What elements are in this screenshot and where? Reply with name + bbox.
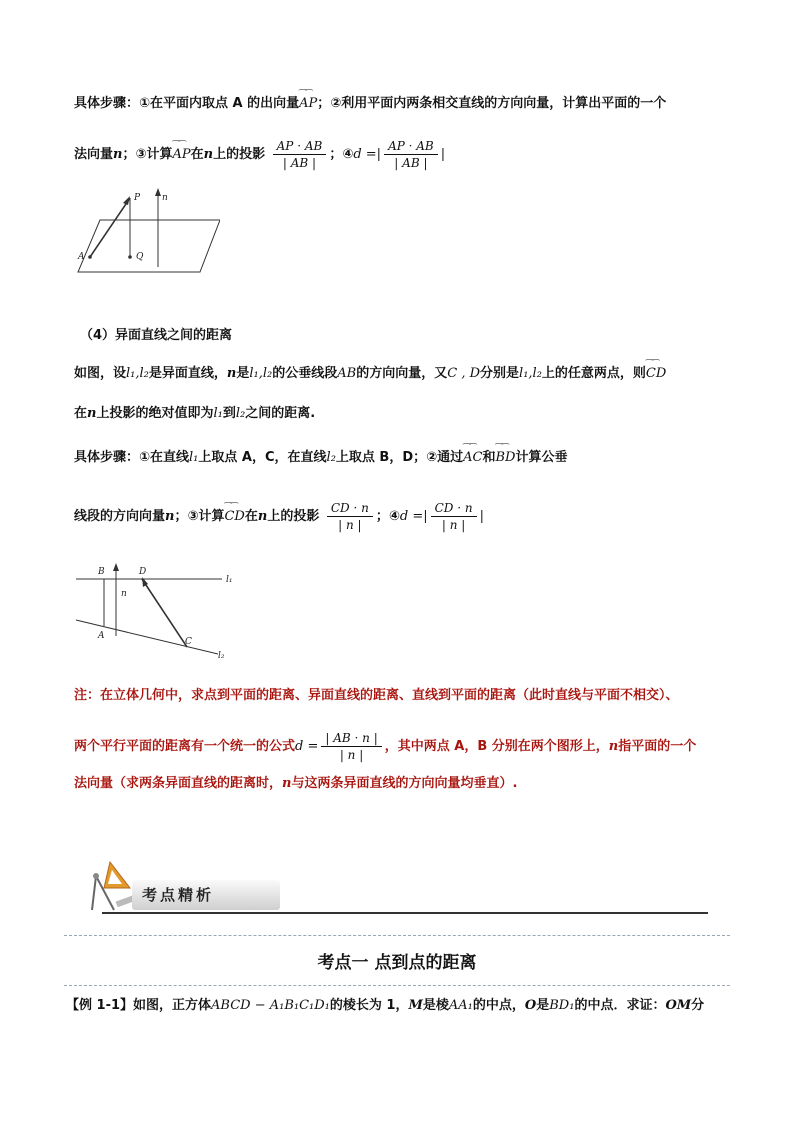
label-n: n [162, 193, 168, 203]
vector-ac: ⁀⁀ AC [463, 448, 482, 468]
segment-om: OM [665, 998, 692, 1013]
note-line1: 注：在立体几何中，求点到平面的距离、异面直线的距离、直线到平面的距离（此时直线与平面不相交）、 [74, 688, 679, 703]
point-m: M [408, 998, 423, 1013]
example-t6: 的中点．求证： [574, 998, 666, 1013]
step2b-t3: 在 [244, 509, 258, 524]
vector-ap: ⁀⁀ AP [172, 145, 190, 165]
step1b-mid1: ；③计算 [122, 147, 173, 162]
diagonal-bd1: BD₁ [549, 998, 575, 1013]
edge-aa1: AA₁ [448, 998, 473, 1013]
note-t4: 法向量（求两条异面直线的距离时， [74, 776, 283, 791]
para1b-t4: 之间的距离. [245, 406, 316, 421]
line-l1: l₁ [213, 406, 223, 421]
fraction-numerator: CD · n [431, 500, 477, 517]
para1-t1: 如图，设 [74, 366, 127, 381]
para1-t5: 的方向向量，又 [356, 366, 448, 381]
para1-t3: 是 [236, 366, 250, 381]
para1b-t3: 到 [222, 406, 236, 421]
line-l1: l₁ [189, 450, 199, 465]
step2b-t1: 线段的方向向量 [74, 509, 166, 524]
cube-name: ABCD − A₁B₁C₁D₁ [211, 998, 330, 1013]
para1-line [74, 364, 666, 384]
label-a: A [78, 252, 85, 262]
points-c-d: C , D [447, 366, 481, 381]
note-t3: 指平面的一个 [618, 739, 697, 754]
page-heading: 考点一 点到点的距离 [317, 953, 477, 973]
step2-t1: 具体步骤：①在直线 [74, 450, 190, 465]
distance-d: d = [295, 739, 319, 754]
para1b-t2: 上投影的绝对值即为 [96, 406, 214, 421]
normal-n: n [87, 406, 97, 421]
step2-t4: 和 [482, 450, 496, 465]
banner-rule [102, 912, 708, 914]
example-t3: 是棱 [422, 998, 449, 1013]
label-a: A [98, 631, 105, 641]
fraction-denominator: | AB | [282, 156, 317, 170]
step2b-line [74, 500, 484, 533]
para1b-line [74, 404, 315, 424]
normal-n: n [282, 776, 292, 791]
para1-t7: 上的任意两点，则 [541, 366, 646, 381]
distance-formula: d =| [353, 147, 382, 162]
fraction-numerator: | AB · n | [321, 730, 381, 747]
fraction-numerator: CD · n [327, 500, 373, 517]
section-banner [90, 858, 720, 918]
normal-n: n [226, 366, 237, 381]
step2b-t2: ；③计算 [174, 509, 225, 524]
step1b-mid3: 上的投影 [213, 147, 266, 162]
para1-t2: 是异面直线， [148, 366, 227, 381]
fraction-denominator: | n | [441, 518, 466, 532]
label-l1: l₁ [226, 575, 233, 585]
label-n: n [121, 589, 127, 599]
divider [64, 985, 730, 986]
distance-fraction [431, 500, 477, 533]
lines-l1-l2: l₁,l₂ [519, 366, 542, 381]
step2b-t5: ；④ [375, 509, 400, 524]
label-c: C [185, 637, 192, 647]
step1-line [74, 94, 666, 114]
step2-t3: 上取点 B，D；②通过 [335, 450, 464, 465]
step2-t5: 计算公垂 [515, 450, 568, 465]
vector-ap: ⁀⁀ AP [299, 94, 317, 114]
abs-close: | [440, 147, 446, 162]
line-l2: l₂ [235, 406, 246, 421]
example-t4: 的中点， [472, 998, 525, 1013]
label-l2: l₂ [218, 651, 225, 660]
line-l2: l₂ [326, 450, 336, 465]
normal-n: n [203, 147, 214, 162]
unified-distance-fraction [321, 730, 381, 763]
vector-cd: ⁀⁀ CD [646, 364, 666, 384]
example-tag: 【例 1-1】 [66, 998, 134, 1013]
para1-t4: 的公垂线段 [272, 366, 338, 381]
step2-line [74, 448, 568, 468]
example-t2: 的棱长为 1， [329, 998, 409, 1013]
point-o: O [524, 998, 537, 1013]
normal-n: n [608, 739, 619, 754]
section-title: （4）异面直线之间的距离 [80, 328, 233, 343]
note-t5: 与这两条异面直线的方向向量均垂直）. [291, 776, 518, 791]
step2b-t4: 上的投影 [267, 509, 320, 524]
distance-formula: d =| [399, 509, 428, 524]
para1-t6: 分别是 [480, 366, 520, 381]
fraction-denominator: | n | [339, 748, 364, 762]
label-p: P [134, 193, 141, 203]
step2-t2: 上取点 A，C，在直线 [198, 450, 327, 465]
note-t2: ，其中两点 A，B 分别在两个图形上， [384, 739, 609, 754]
label-d: D [139, 567, 147, 577]
normal-n: n [165, 509, 175, 524]
fraction-numerator: AP · AB [273, 138, 327, 155]
figure-point-plane [70, 182, 220, 278]
step1b-mid4: ；④ [329, 147, 354, 162]
note-line2 [74, 730, 696, 763]
fraction-denominator: | n | [338, 518, 362, 532]
abs-close: | [479, 509, 484, 524]
para1b-t1: 在 [74, 406, 88, 421]
normal-n: n [257, 509, 268, 524]
step1b-prefix: 法向量 [74, 147, 114, 162]
example-t7: 分 [691, 998, 705, 1013]
vector-bd: ⁀⁀ BD [496, 448, 516, 468]
lines-l1-l2: l₁,l₂ [126, 366, 149, 381]
step1-mid: ；②利用平面内两条相交直线的方向向量，计算出平面的一个 [317, 96, 667, 111]
example-t5: 是 [536, 998, 550, 1013]
label-q: Q [136, 252, 144, 262]
projection-fraction [273, 138, 327, 171]
figure-skew-lines [72, 560, 242, 664]
lines-l1-l2: l₁,l₂ [249, 366, 273, 381]
divider [64, 935, 730, 936]
note-t1: 两个平行平面的距离有一个统一的公式 [74, 739, 296, 754]
example-t1: 如图，正方体 [133, 998, 212, 1013]
banner-title: 考点精析 [142, 886, 215, 904]
projection-fraction [327, 500, 373, 533]
fraction-numerator: AP · AB [384, 138, 438, 155]
step1b-mid2: 在 [190, 147, 204, 162]
step1b-line [74, 138, 445, 171]
vector-cd: ⁀⁀ CD [224, 507, 244, 527]
example-line [66, 996, 704, 1016]
segment-ab: AB [337, 366, 357, 381]
note-line3 [74, 774, 517, 794]
label-b: B [98, 567, 105, 577]
fraction-denominator: | AB | [394, 156, 428, 170]
step1-prefix: 具体步骤：①在平面内取点 A 的出向量 [74, 96, 300, 111]
normal-n: n [113, 147, 123, 162]
distance-fraction [384, 138, 438, 171]
